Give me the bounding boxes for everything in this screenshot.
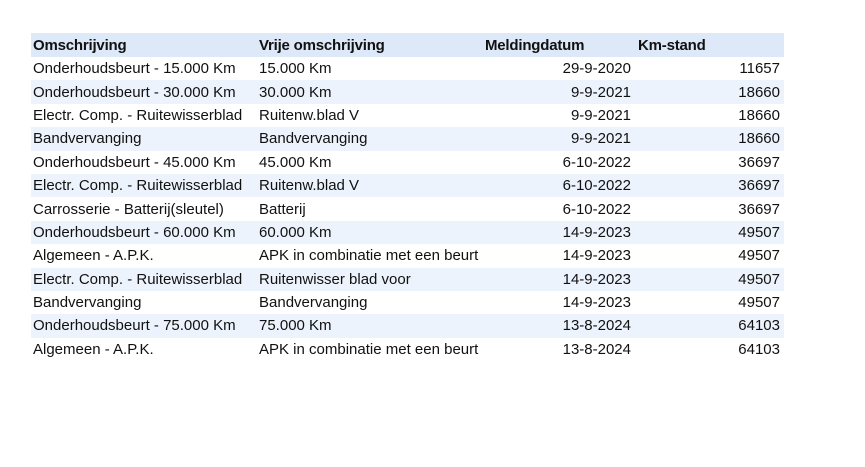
table-row[interactable] bbox=[31, 221, 784, 244]
table-row[interactable] bbox=[31, 80, 784, 103]
cell-omschrijving: Onderhoudsbeurt - 45.000 Km bbox=[33, 153, 236, 171]
table-row[interactable] bbox=[31, 197, 784, 220]
cell-omschrijving: Electr. Comp. - Ruitewisserblad bbox=[33, 177, 243, 195]
cell-vrije-omschrijving: 60.000 Km bbox=[259, 223, 332, 241]
cell-km-stand: 64103 bbox=[738, 340, 780, 358]
cell-km-stand: 36697 bbox=[738, 153, 780, 171]
cell-vrije-omschrijving: APK in combinatie met een beurt bbox=[259, 340, 479, 358]
cell-vrije-omschrijving: 75.000 Km bbox=[259, 317, 332, 335]
cell-meldingdatum: 14-9-2023 bbox=[562, 247, 631, 265]
cell-omschrijving: Onderhoudsbeurt - 60.000 Km bbox=[33, 223, 236, 241]
cell-km-stand: 18660 bbox=[738, 130, 780, 148]
cell-km-stand: 49507 bbox=[738, 270, 780, 288]
cell-omschrijving: Onderhoudsbeurt - 30.000 Km bbox=[33, 83, 236, 101]
cell-meldingdatum: 9-9-2021 bbox=[570, 83, 631, 101]
table-row[interactable] bbox=[31, 151, 784, 174]
table-body bbox=[31, 57, 784, 361]
cell-meldingdatum: 14-9-2023 bbox=[562, 223, 631, 241]
cell-meldingdatum: 6-10-2022 bbox=[562, 177, 631, 195]
cell-omschrijving: Onderhoudsbeurt - 15.000 Km bbox=[33, 60, 236, 78]
cell-km-stand: 49507 bbox=[738, 223, 780, 241]
cell-vrije-omschrijving: Ruitenw.blad V bbox=[259, 177, 360, 195]
cell-km-stand: 11657 bbox=[739, 60, 780, 78]
cell-omschrijving: Algemeen - A.P.K. bbox=[33, 340, 154, 358]
cell-omschrijving: Electr. Comp. - Ruitewisserblad bbox=[33, 270, 243, 288]
table-row[interactable] bbox=[31, 268, 784, 291]
cell-km-stand: 18660 bbox=[738, 106, 780, 124]
cell-omschrijving: Bandvervanging bbox=[33, 130, 142, 148]
table-row[interactable] bbox=[31, 338, 784, 361]
table-row[interactable] bbox=[31, 104, 784, 127]
table-row[interactable] bbox=[31, 127, 784, 150]
cell-omschrijving: Onderhoudsbeurt - 75.000 Km bbox=[33, 317, 236, 335]
table-row[interactable] bbox=[31, 57, 784, 80]
cell-km-stand: 64103 bbox=[738, 317, 780, 335]
cell-meldingdatum: 14-9-2023 bbox=[562, 294, 631, 312]
column-header-omschrijving[interactable]: Omschrijving bbox=[33, 36, 127, 54]
cell-vrije-omschrijving: 30.000 Km bbox=[259, 83, 332, 101]
cell-vrije-omschrijving: Bandvervanging bbox=[259, 294, 368, 312]
cell-meldingdatum: 29-9-2020 bbox=[562, 60, 631, 78]
cell-meldingdatum: 13-8-2024 bbox=[562, 317, 631, 335]
cell-meldingdatum: 9-9-2021 bbox=[570, 130, 631, 148]
table-row[interactable] bbox=[31, 244, 784, 267]
cell-km-stand: 49507 bbox=[738, 294, 780, 312]
column-header-meldingdatum[interactable]: Meldingdatum bbox=[485, 36, 585, 54]
cell-meldingdatum: 9-9-2021 bbox=[570, 106, 631, 124]
cell-vrije-omschrijving: Bandvervanging bbox=[259, 130, 368, 148]
cell-vrije-omschrijving: Ruitenw.blad V bbox=[259, 106, 360, 124]
table-row[interactable] bbox=[31, 291, 784, 314]
maintenance-history-table bbox=[31, 33, 784, 361]
cell-vrije-omschrijving: 15.000 Km bbox=[259, 60, 332, 78]
cell-omschrijving: Electr. Comp. - Ruitewisserblad bbox=[33, 106, 243, 124]
cell-meldingdatum: 14-9-2023 bbox=[562, 270, 631, 288]
cell-vrije-omschrijving: 45.000 Km bbox=[259, 153, 332, 171]
cell-vrije-omschrijving: Ruitenwisser blad voor bbox=[259, 270, 411, 288]
cell-km-stand: 18660 bbox=[738, 83, 780, 101]
cell-omschrijving: Algemeen - A.P.K. bbox=[33, 247, 154, 265]
cell-vrije-omschrijving: APK in combinatie met een beurt bbox=[259, 247, 479, 265]
cell-vrije-omschrijving: Batterij bbox=[259, 200, 306, 218]
cell-km-stand: 49507 bbox=[738, 247, 780, 265]
table-row[interactable] bbox=[31, 174, 784, 197]
column-header-km-stand[interactable]: Km-stand bbox=[638, 36, 706, 54]
column-header-vrije-omschrijving[interactable]: Vrije omschrijving bbox=[259, 36, 385, 54]
cell-km-stand: 36697 bbox=[738, 200, 780, 218]
table-row[interactable] bbox=[31, 314, 784, 337]
cell-omschrijving: Bandvervanging bbox=[33, 294, 142, 312]
cell-omschrijving: Carrosserie - Batterij(sleutel) bbox=[33, 200, 224, 218]
cell-meldingdatum: 6-10-2022 bbox=[562, 200, 631, 218]
cell-km-stand: 36697 bbox=[738, 177, 780, 195]
cell-meldingdatum: 13-8-2024 bbox=[562, 340, 631, 358]
cell-meldingdatum: 6-10-2022 bbox=[562, 153, 631, 171]
table-header bbox=[31, 33, 784, 57]
